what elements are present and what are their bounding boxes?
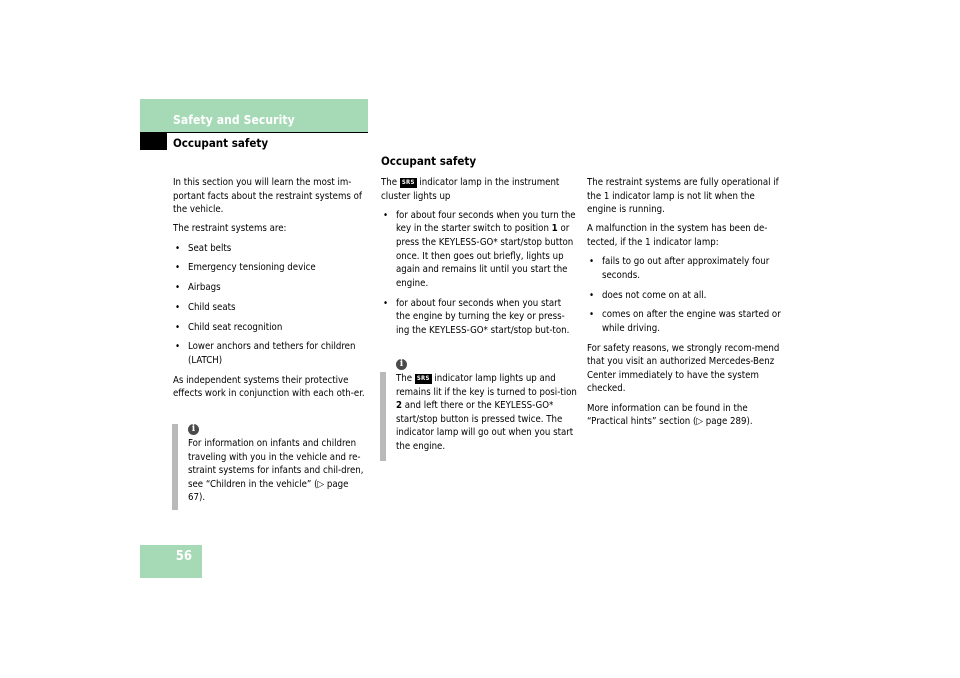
paragraph: For safety reasons, we strongly recom-mend that you visit an authorized Mercedes-Benz Center immediately to have the system checked. [587, 342, 780, 395]
text: for about four seconds when you turn the key in the starter switch to position [396, 209, 576, 235]
list-item: • Seat belts [173, 242, 368, 256]
page-number: 56 [175, 549, 192, 564]
info-icon: i [188, 424, 199, 435]
note-text [396, 372, 577, 454]
outro-paragraph: As independent systems their protective effects work in conjunction with each oth-er. [173, 374, 365, 400]
intro-paragraph: In this section you will learn the most im-portant facts about the restraint systems of the vehicle. [173, 177, 362, 216]
srs-paragraph [381, 176, 577, 203]
note-text: For information on infants and children traveling with you in the vehicle and re-straint systems for infants and chil-dren, see “Children in the vehicle” (▷ page 67). [188, 438, 364, 504]
restraint-systems-list [173, 242, 368, 368]
srs-conditions-list [381, 209, 577, 338]
column-1 [173, 176, 368, 407]
list-item: • fails to go out after approximately four seconds. [587, 255, 783, 282]
text: indicator lamp in the instrument cluster lights up [381, 177, 560, 202]
section-rule [167, 132, 368, 133]
note-bar [172, 424, 178, 510]
list-item: • does not come on at all. [587, 289, 783, 303]
chapter-title: Safety and Security [173, 113, 295, 127]
list-item: • for about four seconds when you start the engine by turning the key or press-ing the KEYLESS-GO* start/stop but-ton. [381, 297, 577, 338]
key-position: 1 [551, 223, 558, 235]
list-item: • Airbags [173, 281, 368, 295]
info-note-children [188, 424, 368, 510]
list-item: • Emergency tensioning device [173, 261, 368, 275]
paragraph: The restraint systems are fully operational if the 1 indicator lamp is not lit when the engine is running. [587, 177, 779, 216]
text: The [396, 373, 413, 384]
list-item: • Child seats [173, 301, 368, 315]
info-note-srs [396, 359, 577, 461]
paragraph: More information can be found in the “Practical hints” section (▷ page 289). [587, 402, 753, 428]
column-3 [587, 176, 783, 434]
text: and left there or the KEYLESS-GO* start/stop button is pressed twice. The indicator lamp will go out when you start the engine. [396, 400, 574, 452]
section-marker [140, 132, 167, 150]
text: The [381, 177, 398, 188]
key-position: 2 [396, 400, 403, 412]
malfunction-list [587, 255, 783, 335]
list-intro: The restraint systems are: [173, 223, 287, 235]
info-icon: i [396, 359, 407, 370]
page-number-box [140, 545, 202, 578]
list-item: • comes on after the engine was started or while driving. [587, 308, 783, 335]
list-item: • Lower anchors and tethers for children (LATCH) [173, 340, 368, 367]
column-title: Occupant safety [381, 154, 477, 168]
note-bar [380, 372, 386, 461]
list-item: • Child seat recognition [173, 321, 368, 335]
section-title: Occupant safety [173, 136, 269, 150]
paragraph: A malfunction in the system has been de-tected, if the 1 indicator lamp: [587, 223, 768, 248]
column-2 [381, 176, 577, 344]
text: indicator lamp lights up and remains lit if the key is turned to posi-tion [396, 373, 577, 398]
text: or press the KEYLESS-GO* start/stop button once. It then goes out briefly, lights up again and remains lit until you start the engine. [396, 223, 574, 289]
srs-indicator-icon: SRS [401, 179, 415, 186]
list-item [381, 209, 577, 291]
srs-indicator-icon: SRS [416, 375, 430, 382]
